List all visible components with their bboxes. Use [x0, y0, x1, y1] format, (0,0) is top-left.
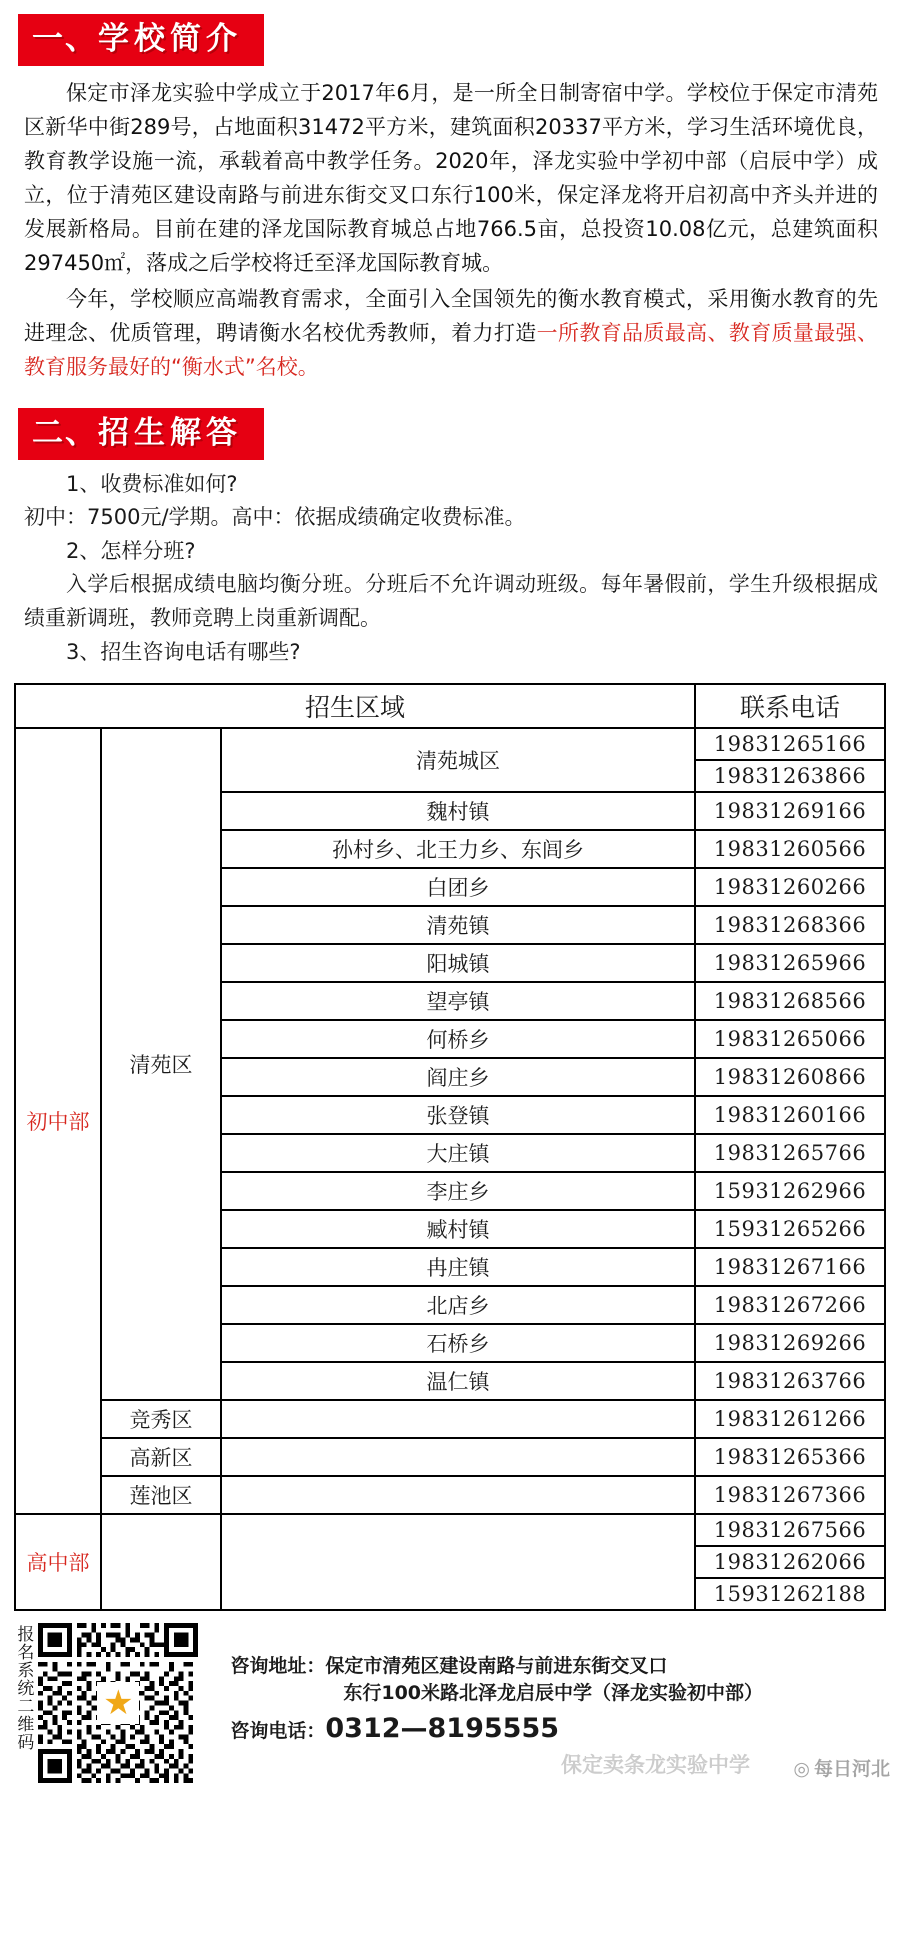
phone-cell[interactable]: 19831260566 — [695, 830, 885, 868]
table-row — [15, 1476, 885, 1514]
table-body — [15, 728, 885, 1610]
phone-cell[interactable]: 19831260866 — [695, 1058, 885, 1096]
phone-number[interactable]: 0312—8195555 — [325, 1713, 560, 1745]
header-phone: 联系电话 — [695, 684, 885, 728]
star-icon: ★ — [97, 1682, 139, 1724]
phone-cell[interactable]: 15931262966 — [695, 1172, 885, 1210]
header-area: 招生区域 — [15, 684, 695, 728]
section-1-title: 学校简介 — [98, 21, 242, 57]
town-cell — [221, 1400, 695, 1438]
phone-cell[interactable]: 19831265966 — [695, 944, 885, 982]
qr-label: 报名系统二维码 — [13, 1625, 34, 1752]
address-line-2: 东行100米路北泽龙启辰中学（泽龙实验初中部） — [343, 1682, 764, 1705]
town-cell: 白团乡 — [221, 868, 695, 906]
section-2-number: 二、 — [32, 414, 98, 451]
town-cell: 臧村镇 — [221, 1210, 695, 1248]
phone-cell[interactable]: 19831263766 — [695, 1362, 885, 1400]
town-cell: 望亭镇 — [221, 982, 695, 1020]
district-cell: 莲池区 — [101, 1476, 221, 1514]
section-2-banner-wrap — [0, 386, 900, 460]
intro-paragraph-2-plain: 今年，学校顺应高端教育需求，全面引入全国领先的衡水教育模式，采用衡水教育的先进理念、优质管理，聘请衡水名校优秀教师，着力打造 — [24, 286, 878, 345]
town-cell: 温仁镇 — [221, 1362, 695, 1400]
district-cell: 竞秀区 — [101, 1400, 221, 1438]
phone-cell[interactable]: 19831268566 — [695, 982, 885, 1020]
town-cell — [221, 1476, 695, 1514]
table-header-row — [15, 684, 885, 728]
phone-cell[interactable]: 19831267566 — [695, 1514, 885, 1546]
watermark-publisher — [793, 1754, 890, 1781]
qr-block — [14, 1623, 198, 1783]
phone-cell[interactable]: 19831269166 — [695, 792, 885, 830]
town-cell: 北店乡 — [221, 1286, 695, 1324]
phone-cell[interactable]: 19831265066 — [695, 1020, 885, 1058]
phone-cell[interactable]: 19831267366 — [695, 1476, 885, 1514]
qa-answer-1: 初中：7500元/学期。高中：依据成绩确定收费标准。 — [24, 505, 526, 530]
at-icon: ◎ — [793, 1758, 810, 1781]
address-line-1: 保定市清苑区建设南路与前进东街交叉口 — [325, 1655, 668, 1678]
qa-answer-2: 入学后根据成绩电脑均衡分班。分班后不允许调动班级。每年暑假前，学生升级根据成绩重新调班，教师竞聘上岗重新调配。 — [24, 572, 878, 630]
town-cell: 李庄乡 — [221, 1172, 695, 1210]
table-row — [15, 1400, 885, 1438]
town-cell: 大庄镇 — [221, 1134, 695, 1172]
watermark-publisher-text: 每日河北 — [813, 1758, 890, 1781]
table-row — [15, 728, 885, 760]
phone-cell[interactable]: 15931265266 — [695, 1210, 885, 1248]
phone-cell[interactable]: 19831262066 — [695, 1546, 885, 1578]
town-cell: 张登镇 — [221, 1096, 695, 1134]
town-cell: 何桥乡 — [221, 1020, 695, 1058]
section-2-title: 招生解答 — [98, 414, 242, 451]
district-cell: 清苑区 — [101, 728, 221, 1400]
phone-cell[interactable]: 19831265166 — [695, 728, 885, 760]
phone-cell[interactable]: 19831268366 — [695, 906, 885, 944]
phone-cell[interactable]: 19831267266 — [695, 1286, 885, 1324]
town-cell: 石桥乡 — [221, 1324, 695, 1362]
town-cell: 清苑城区 — [221, 728, 695, 792]
phone-label: 咨询电话： — [230, 1720, 326, 1743]
section-2-banner — [18, 408, 264, 460]
phone-cell[interactable]: 19831265766 — [695, 1134, 885, 1172]
phone-cell[interactable]: 19831269266 — [695, 1324, 885, 1362]
phone-cell[interactable]: 19831263866 — [695, 760, 885, 792]
phone-cell[interactable]: 19831267166 — [695, 1248, 885, 1286]
phone-cell[interactable]: 19831260166 — [695, 1096, 885, 1134]
address-label: 咨询地址： — [230, 1655, 326, 1678]
town-cell: 阎庄乡 — [221, 1058, 695, 1096]
department-cell: 高中部 — [15, 1514, 101, 1610]
town-cell — [221, 1438, 695, 1476]
phone-cell[interactable]: 19831261266 — [695, 1400, 885, 1438]
registration-qr-code[interactable] — [38, 1623, 198, 1783]
school-intro — [0, 66, 900, 384]
town-cell: 阳城镇 — [221, 944, 695, 982]
enrollment-table-wrap — [0, 669, 900, 1611]
town-cell: 清苑镇 — [221, 906, 695, 944]
table-row — [15, 1514, 885, 1546]
town-cell — [221, 1514, 695, 1610]
intro-paragraph-1: 保定市泽龙实验中学成立于2017年6月，是一所全日制寄宿中学。学校位于保定市清苑区新华中街289号，占地面积31472平方米，建筑面积20337平方米，学习生活环境优良，教育教学设施一流，承载着高中教学任务。2020年，泽龙实验中学初中部（启辰中学）成立，位于清苑区建设南路与前进东街交叉口东行100米，保定泽龙将开启初高中齐头并进的发展新格局。目前在建的泽龙国际教育城总占地766.5亩，总投资10.08亿元，总建筑面积297450㎡，落成之后学校将迁至泽龙国际教育城。 — [24, 80, 878, 275]
town-cell: 孙村乡、北王力乡、东闾乡 — [221, 830, 695, 868]
section-1-banner — [18, 14, 264, 66]
contact-info — [208, 1623, 763, 1744]
enrollment-table — [14, 683, 886, 1611]
address-row — [230, 1653, 763, 1680]
admissions-qa — [0, 460, 900, 670]
section-1-banner-wrap — [0, 0, 900, 66]
qa-question-2: 2、怎样分班? — [66, 538, 196, 563]
intro-paragraph-2 — [24, 282, 878, 384]
footer — [0, 1611, 900, 1791]
district-cell — [101, 1514, 221, 1610]
intro-paragraph-2-highlight: 一所教育品质最高、教育质量最强、教育服务最好的“衡水式”名校。 — [24, 320, 879, 379]
qa-question-1: 1、收费标准如何? — [66, 471, 238, 496]
phone-row — [230, 1713, 763, 1744]
phone-cell[interactable]: 19831265366 — [695, 1438, 885, 1476]
phone-cell[interactable]: 15931262188 — [695, 1578, 885, 1610]
town-cell: 魏村镇 — [221, 792, 695, 830]
town-cell: 冉庄镇 — [221, 1248, 695, 1286]
watermark-school: 保定卖条龙实验中学 — [561, 1753, 750, 1778]
qa-question-3: 3、招生咨询电话有哪些? — [66, 639, 301, 664]
table-row — [15, 1438, 885, 1476]
phone-cell[interactable]: 19831260266 — [695, 868, 885, 906]
department-cell: 初中部 — [15, 728, 101, 1514]
district-cell: 高新区 — [101, 1438, 221, 1476]
section-1-number: 一、 — [32, 21, 98, 57]
